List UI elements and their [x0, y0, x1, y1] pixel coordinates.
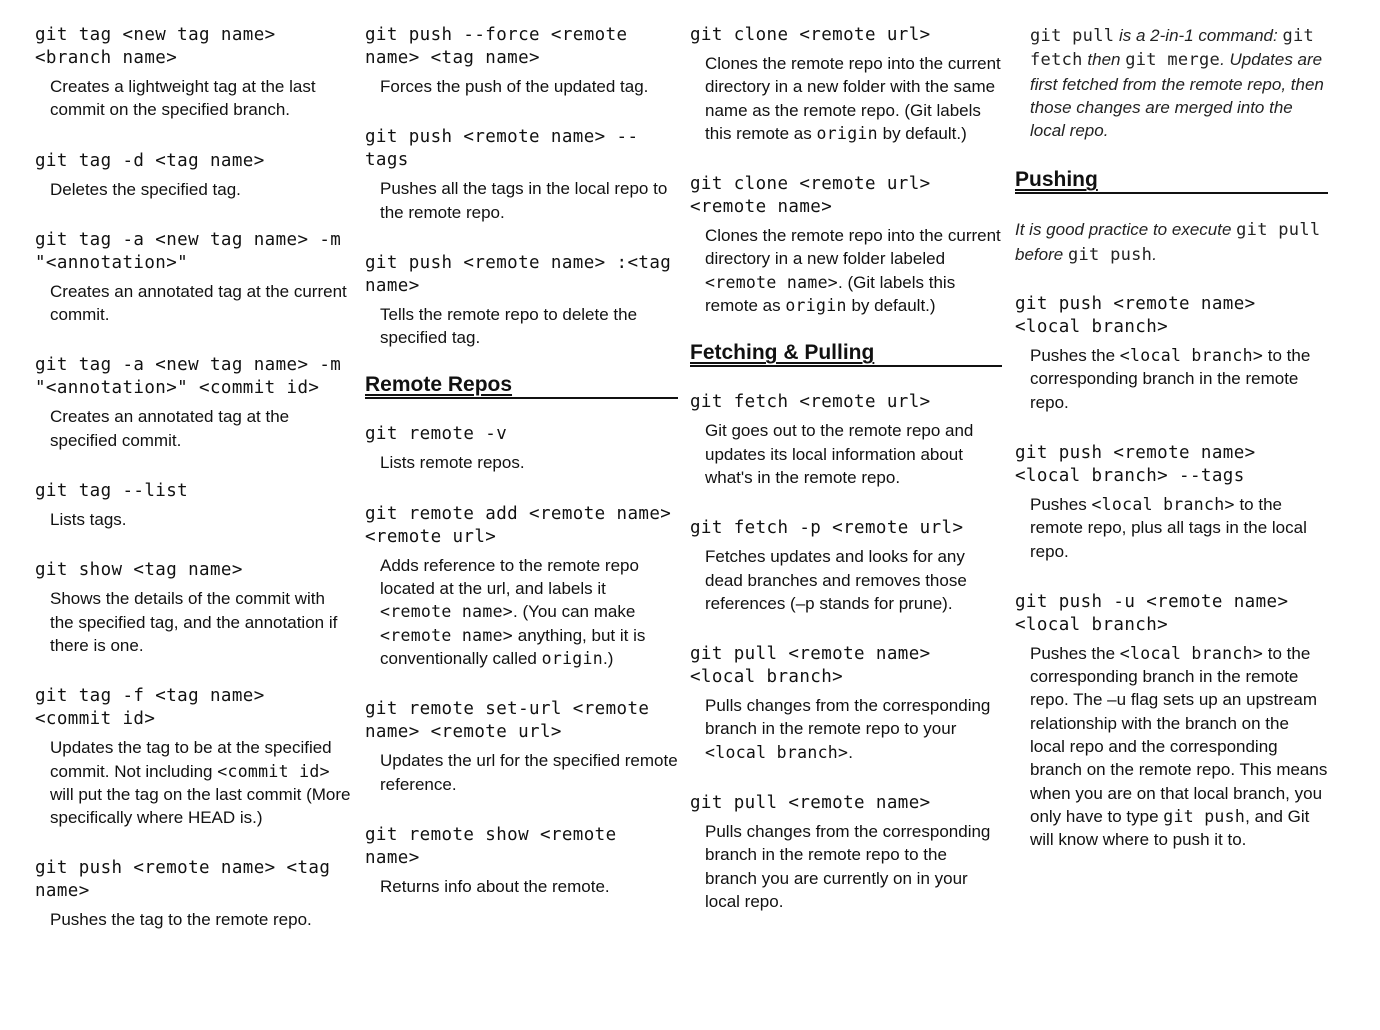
command: git push -u <remote name> <local branch> — [1015, 591, 1289, 635]
entry-tag-force — [35, 685, 353, 829]
entry-remote-add — [365, 503, 678, 670]
inline-code: git push — [1163, 806, 1246, 826]
entry-clone — [690, 24, 1002, 145]
command: git tag --list — [35, 481, 189, 502]
inline-code: origin — [785, 296, 847, 316]
description — [705, 224, 1002, 317]
entry-remote-list — [365, 423, 678, 474]
column-1 — [35, 24, 353, 960]
entry-push-tag — [35, 857, 353, 931]
note-text: is a 2-in-1 command: — [1114, 26, 1283, 45]
section-heading-remote-repos: Remote Repos — [365, 373, 678, 399]
description — [1030, 493, 1328, 563]
command: git clone <remote url> <remote name> — [690, 174, 931, 218]
note-text: before — [1015, 244, 1068, 264]
description — [50, 736, 353, 829]
entry-tag-annotated — [35, 229, 353, 327]
description: Creates an annotated tag at the current commit. — [50, 281, 347, 325]
note-text: then — [1082, 50, 1126, 70]
command: git pull <remote name> — [690, 793, 931, 814]
inline-code: <local branch> — [1119, 346, 1264, 366]
description: Tells the remote repo to delete the specified tag. — [380, 304, 638, 348]
description: Pushes the tag to the remote repo. — [50, 910, 312, 930]
description-text: Clones the remote repo into the current directory in a new folder with the same name as the remote repo. (Git labels this remote as — [705, 54, 1001, 143]
note-text: . — [1152, 244, 1157, 264]
description — [705, 694, 1002, 764]
description-text: to the remote repo, plus all tags in the local repo. — [1030, 494, 1307, 561]
entry-clone-named — [690, 173, 1002, 317]
command: git pull <remote name> <local branch> — [690, 644, 931, 688]
command: git remote set-url <remote name> <remote url> — [365, 699, 650, 743]
description-text: . (You can make — [513, 602, 636, 622]
inline-code: origin — [541, 648, 604, 668]
description: Lists remote repos. — [380, 453, 525, 473]
inline-code: <local branch> — [1119, 643, 1264, 663]
description: Deletes the specified tag. — [50, 179, 241, 199]
entry-remote-show — [365, 824, 678, 898]
command: git tag -a <new tag name> -m "<annotation>" — [35, 229, 342, 273]
description: Returns info about the remote. — [380, 876, 610, 896]
command: git remote show <remote name> — [365, 824, 617, 868]
note-text: It is good practice to execute — [1015, 220, 1237, 240]
entry-tag-annotated-commit — [35, 354, 353, 452]
entry-tag-lightweight — [35, 24, 353, 122]
inline-code: git pull — [1030, 26, 1115, 46]
entry-fetch — [690, 391, 1002, 489]
description: Lists tags. — [50, 510, 127, 530]
column-2 — [365, 24, 678, 926]
entry-push-delete-tag — [365, 252, 678, 350]
entry-push-branch-tags — [1015, 442, 1328, 563]
description — [1030, 344, 1328, 414]
inline-code: git fetch — [1030, 26, 1315, 71]
description — [705, 52, 1002, 145]
description-text: Pushes the — [1030, 643, 1120, 663]
command: git push --force <remote name> <tag name> — [365, 25, 628, 68]
description-text: by default.) — [877, 123, 967, 143]
inline-code: <local branch> — [705, 742, 849, 762]
command: git remote add <remote name> <remote url> — [365, 503, 672, 547]
description-text: . — [848, 742, 854, 762]
note-text: . Updates are first fetched from the remote repo, then those changes are merged into the local repo. — [1030, 50, 1324, 141]
description-text: anything, but it is conventionally called — [380, 625, 646, 668]
description: Creates a lightweight tag at the last commit on the specified branch. — [50, 77, 316, 120]
entry-tag-list — [35, 480, 353, 531]
inline-code: <remote name> — [380, 625, 514, 645]
inline-code: git push — [1067, 244, 1153, 265]
inline-code: <remote name> — [705, 272, 839, 292]
description-text: , and Git will know where to push it to. — [1030, 806, 1310, 850]
entry-fetch-prune — [690, 517, 1002, 615]
description-text: to the corresponding branch in the remote repo. — [1030, 346, 1311, 412]
command: git push <remote name> <local branch> — [1015, 294, 1256, 338]
description — [380, 554, 678, 670]
command: git fetch <remote url> — [690, 392, 931, 413]
entry-push-force-tag — [365, 24, 678, 98]
column-4 — [1015, 24, 1328, 880]
entry-push-branch — [1015, 293, 1328, 414]
command: git tag -f <tag name> <commit id> — [35, 686, 265, 730]
entry-push-tags — [365, 126, 678, 224]
description-text: Pushes — [1030, 494, 1092, 514]
command: git push <remote name> <local branch> --tags — [1015, 442, 1256, 486]
description-text: .) — [603, 648, 614, 668]
section-heading-pushing: Pushing — [1015, 168, 1328, 194]
section-heading-fetching-pulling: Fetching & Pulling — [690, 341, 1002, 367]
description: Pushes all the tags in the local repo to the remote repo. — [380, 179, 668, 222]
description-text: . (Git labels this remote as — [705, 272, 956, 316]
command: git push <remote name> :<tag name> — [365, 252, 672, 296]
command: git fetch -p <remote url> — [690, 518, 964, 539]
description: Pulls changes from the corresponding branch in the remote repo to the branch you are currently on in your local repo. — [705, 822, 991, 911]
description-text: Pulls changes from the corresponding branch in the remote repo to your — [705, 696, 991, 739]
entry-remote-set-url — [365, 698, 678, 796]
description-text: Clones the remote repo into the current directory in a new folder labeled — [705, 226, 1001, 269]
description: Shows the details of the commit with the specified tag, and the annotation if there is one. — [50, 589, 338, 655]
entry-pull-branch — [690, 643, 1002, 764]
description-text: to the corresponding branch in the remote repo. The –u flag sets up an upstream relationship with the branch on the local repo and the corresponding branch on the remote repo. This means when you are on that local branch, you only have to type — [1030, 643, 1328, 826]
command: git tag -a <new tag name> -m "<annotation>" <commit id> — [35, 355, 342, 399]
pull-explanation-note — [1030, 24, 1328, 142]
description: Updates the url for the specified remote reference. — [380, 751, 678, 794]
inline-code: <local branch> — [1091, 494, 1235, 514]
inline-code: origin — [816, 123, 878, 143]
inline-code: <commit id> — [217, 761, 330, 781]
entry-pull — [690, 792, 1002, 913]
description-text: Pushes the — [1030, 346, 1120, 366]
good-practice-note — [1015, 218, 1328, 267]
command: git remote -v — [365, 424, 508, 445]
inline-code: git merge — [1125, 50, 1221, 71]
inline-code: <remote name> — [380, 602, 514, 622]
description — [1030, 642, 1328, 852]
command: git tag -d <tag name> — [35, 150, 265, 171]
entry-tag-delete — [35, 150, 353, 201]
description: Creates an annotated tag at the specified commit. — [50, 407, 290, 450]
inline-code: git pull — [1236, 220, 1321, 241]
description: Forces the push of the updated tag. — [380, 77, 649, 96]
command: git tag <new tag name> <branch name> — [35, 25, 276, 68]
description-text: will put the tag on the last commit (More specifically where HEAD is.) — [50, 784, 351, 828]
column-3 — [690, 24, 1002, 941]
command: git push <remote name> -- tags — [365, 127, 639, 171]
command: git show <tag name> — [35, 560, 243, 581]
description: Fetches updates and looks for any dead branches and removes those references (–p stands for prune). — [705, 547, 967, 613]
description-text: by default.) — [846, 296, 936, 316]
description-text: Adds reference to the remote repo located at the url, and labels it — [380, 555, 639, 599]
entry-push-upstream — [1015, 591, 1328, 852]
description-text: Updates the tag to be at the specified commit. Not including — [50, 738, 332, 781]
command: git clone <remote url> — [690, 25, 931, 45]
description: Git goes out to the remote repo and updates its local information about what's in the remote repo. — [705, 421, 974, 487]
entry-show-tag — [35, 559, 353, 657]
command: git push <remote name> <tag name> — [35, 858, 331, 902]
